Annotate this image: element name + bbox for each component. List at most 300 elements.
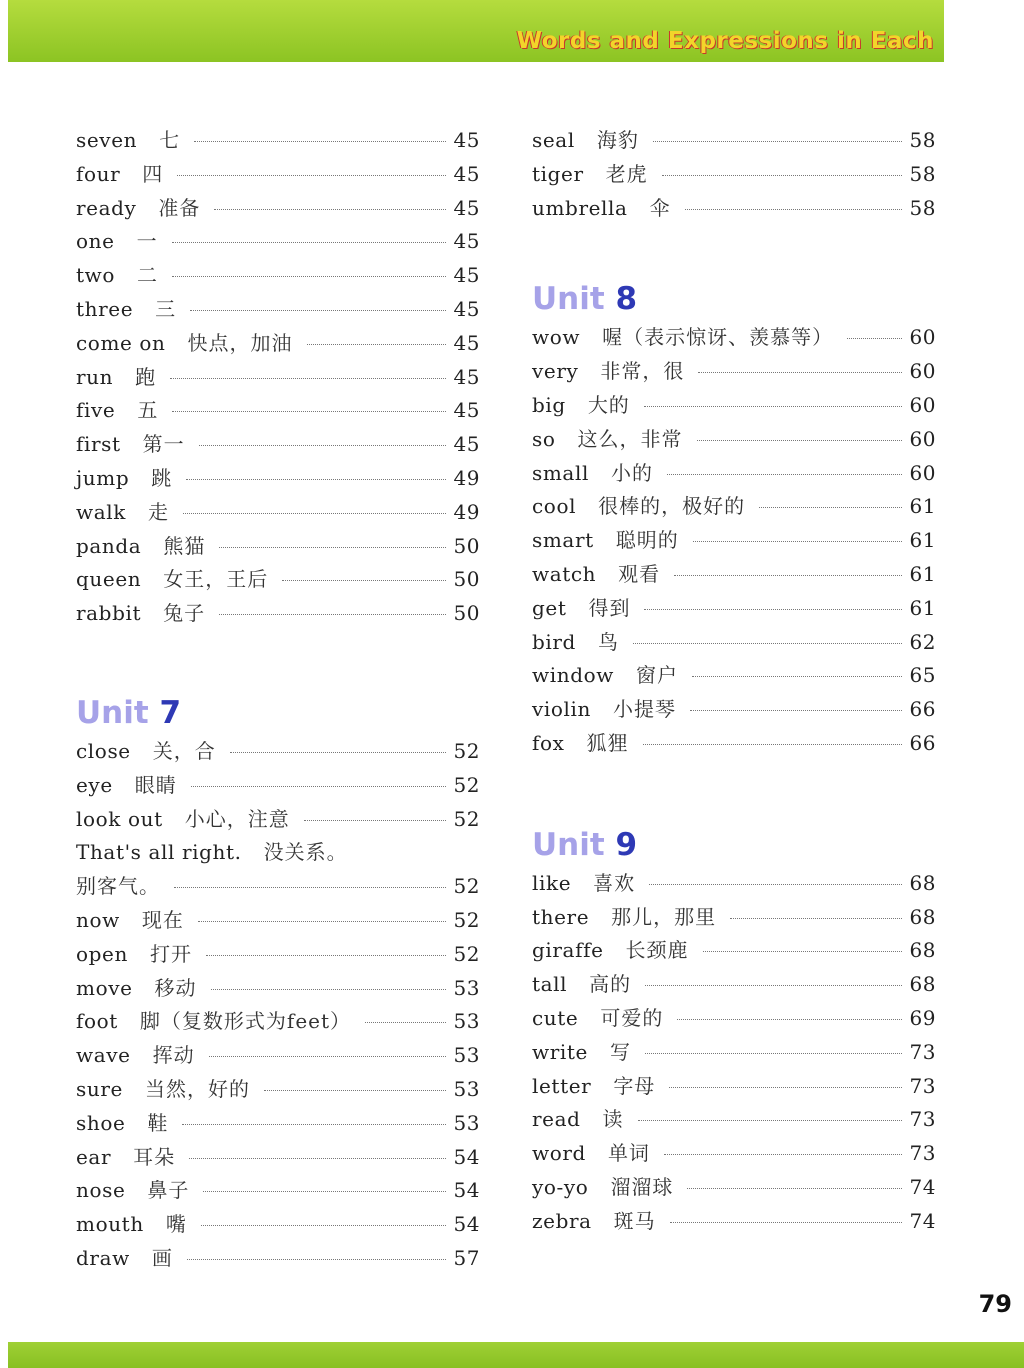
entry-page: 68 [909, 904, 936, 929]
vocab-entry [532, 1171, 936, 1205]
entry-meaning: 海豹 [596, 128, 639, 152]
entry-page: 61 [909, 494, 936, 519]
entry-word: bird [532, 629, 576, 654]
entry-word: ready [76, 195, 137, 220]
dot-leader [633, 643, 902, 644]
dot-leader [198, 921, 446, 922]
dot-leader [653, 141, 902, 142]
entry-meaning: 聪明的 [615, 528, 679, 553]
vocab-entry [532, 1137, 936, 1171]
entry-page: 49 [453, 499, 480, 524]
entry-page: 52 [453, 738, 480, 763]
entry-meaning: 快点，加油 [187, 330, 293, 355]
vocab-entry [76, 1005, 480, 1039]
entry-page: 52 [453, 941, 480, 966]
entry-word: sure [76, 1076, 123, 1101]
unit-number: 8 [615, 281, 638, 318]
entry-meaning: 当然，好的 [144, 1076, 250, 1101]
dot-leader [759, 507, 902, 508]
dot-leader [186, 479, 446, 480]
vocab-entry [76, 1242, 480, 1276]
entry-word: queen [76, 567, 142, 592]
entry-word: one [76, 229, 115, 254]
dot-leader [645, 985, 902, 986]
entry-word: close [76, 738, 131, 763]
entry-meaning: 耳朵 [133, 1144, 176, 1169]
entry-meaning: 准备 [158, 195, 201, 220]
dot-leader [230, 752, 446, 753]
dot-leader [692, 676, 902, 677]
entry-word: first [76, 432, 121, 457]
dot-leader [730, 918, 902, 919]
vocab-entry [532, 659, 936, 693]
dot-leader [365, 1022, 446, 1023]
entry-meaning: 七 [159, 128, 181, 152]
entry-meaning: 这么，非常 [577, 426, 683, 451]
vocab-entry [532, 867, 936, 901]
vocab-entry [532, 1070, 936, 1104]
entry-page: 53 [453, 1076, 480, 1101]
entry-page: 74 [909, 1174, 936, 1199]
dot-leader [644, 406, 902, 407]
vocab-entry [532, 934, 936, 968]
dot-leader [643, 744, 902, 745]
entry-page: 60 [909, 359, 936, 384]
entry-page: 68 [909, 870, 936, 895]
dot-leader [645, 1053, 902, 1054]
entry-meaning: 移动 [154, 975, 197, 1000]
entry-page: 73 [909, 1073, 936, 1098]
dot-leader [304, 820, 446, 821]
entry-word: foot [76, 1009, 118, 1034]
dot-leader [203, 1191, 446, 1192]
entry-page: 52 [453, 907, 480, 932]
entry-word: wave [76, 1043, 131, 1068]
entry-page: 54 [453, 1144, 480, 1169]
dot-leader [847, 338, 902, 339]
dot-leader [638, 1120, 902, 1121]
dot-leader [177, 175, 446, 176]
entry-meaning: 脚（复数形式为feet） [139, 1009, 352, 1034]
entry-page: 54 [453, 1212, 480, 1237]
vocab-entry [76, 904, 480, 938]
entry-page: 58 [909, 161, 936, 186]
dot-leader [649, 884, 902, 885]
vocab-entry [532, 355, 936, 389]
entry-meaning: 老虎 [605, 161, 648, 186]
entry-meaning: 读 [602, 1107, 624, 1132]
dot-leader [199, 445, 446, 446]
entry-word: violin [532, 697, 592, 722]
entry-meaning: 字母 [613, 1073, 656, 1098]
vocab-entry [76, 597, 480, 631]
vocab-entry [76, 836, 480, 870]
vocab-entry [532, 1103, 936, 1137]
vocab-entry [532, 158, 936, 192]
entry-meaning: 斑马 [613, 1208, 656, 1233]
right-column [532, 124, 936, 1239]
entry-meaning: 小心，注意 [184, 806, 290, 831]
vocab-entry [532, 457, 936, 491]
vocab-entry [76, 735, 480, 769]
vocab-entry [532, 524, 936, 558]
entry-meaning: 四 [142, 161, 164, 186]
entry-meaning: 鞋 [147, 1110, 169, 1135]
entry-page: 45 [453, 263, 480, 288]
dot-leader [669, 1087, 902, 1088]
vocab-entry [76, 1039, 480, 1073]
entry-word: open [76, 941, 128, 966]
entry-page: 60 [909, 392, 936, 417]
entry-page: 62 [909, 629, 936, 654]
vocab-entry [76, 938, 480, 972]
vocab-entry [532, 1205, 936, 1239]
entry-word: write [532, 1039, 588, 1064]
entry-word: read [532, 1107, 581, 1132]
entry-meaning: 关，合 [152, 738, 216, 763]
entry-meaning: 窗户 [635, 663, 678, 688]
entry-meaning: 喜欢 [593, 870, 636, 895]
entry-page: 45 [453, 229, 480, 254]
dot-leader [206, 955, 446, 956]
entry-meaning: 溜溜球 [610, 1174, 674, 1199]
entry-page: 45 [453, 432, 480, 457]
entry-word: giraffe [532, 938, 604, 963]
entry-meaning: 单词 [607, 1141, 650, 1166]
entry-page: 45 [453, 398, 480, 423]
dot-leader [690, 710, 902, 711]
unit-label: Unit [76, 694, 149, 731]
vocab-entry [532, 727, 936, 761]
vocab-entry [532, 321, 936, 355]
vocab-entry [76, 428, 480, 462]
vocab-entry [76, 972, 480, 1006]
dot-leader [664, 1154, 902, 1155]
entry-word: like [532, 870, 572, 895]
vocab-entry [76, 259, 480, 293]
entry-page: 61 [909, 561, 936, 586]
unit-number: 9 [615, 826, 638, 863]
entry-meaning: 非常，很 [600, 359, 685, 384]
entry-page: 45 [453, 195, 480, 220]
dot-leader [697, 440, 902, 441]
entry-page: 61 [909, 528, 936, 553]
entry-word: window [532, 663, 614, 688]
entry-page: 73 [909, 1107, 936, 1132]
entry-word: move [76, 975, 133, 1000]
entry-word: umbrella [532, 195, 628, 220]
vocab-entry [532, 901, 936, 935]
vocab-entry [76, 158, 480, 192]
dot-leader [670, 1222, 902, 1223]
vocab-entry [532, 693, 936, 727]
entry-page: 45 [453, 161, 480, 186]
section-gap [76, 631, 480, 691]
entry-word: letter [532, 1073, 592, 1098]
vocab-entry [76, 1208, 480, 1242]
entry-page: 69 [909, 1005, 936, 1030]
entry-page: 68 [909, 938, 936, 963]
entry-page: 45 [453, 296, 480, 321]
entry-meaning: 跑 [135, 364, 157, 389]
vocab-entry [76, 293, 480, 327]
entry-page: 50 [453, 601, 480, 626]
entry-page: 45 [453, 364, 480, 389]
vocab-entry [76, 769, 480, 803]
entry-word: smart [532, 528, 594, 553]
unit-heading [532, 277, 936, 321]
entry-word: very [532, 359, 579, 384]
dot-leader [219, 614, 446, 615]
entry-meaning: 走 [147, 499, 169, 524]
entry-word: tall [532, 972, 568, 997]
vocab-entry [76, 870, 480, 904]
entry-word: watch [532, 561, 597, 586]
entry-page: 45 [453, 330, 480, 355]
entry-meaning: 写 [609, 1039, 631, 1064]
entry-page: 68 [909, 972, 936, 997]
dot-leader [703, 951, 902, 952]
dot-leader [698, 372, 902, 373]
entry-word: seal [532, 128, 575, 152]
dot-leader [693, 541, 902, 542]
vocab-entry [532, 626, 936, 660]
entry-page: 52 [453, 874, 480, 899]
entry-word: three [76, 296, 134, 321]
vocab-entry [76, 803, 480, 837]
entry-page: 49 [453, 465, 480, 490]
entry-meaning: 观看 [618, 561, 661, 586]
vocab-entry [532, 389, 936, 423]
vocab-entry [76, 1141, 480, 1175]
vocab-entry [76, 225, 480, 259]
dot-leader [677, 1019, 902, 1020]
unit-heading [532, 823, 936, 867]
entry-meaning: 鼻子 [147, 1178, 190, 1203]
entry-word: small [532, 460, 589, 485]
entry-word: now [76, 907, 120, 932]
dot-leader [172, 411, 446, 412]
entry-meaning: 大的 [587, 392, 630, 417]
entry-page: 53 [453, 1009, 480, 1034]
dot-leader [307, 344, 446, 345]
entry-meaning: 别客气。 [76, 874, 160, 899]
entry-word: two [76, 263, 115, 288]
entry-meaning: 喔（表示惊讶、羡慕等） [602, 325, 834, 350]
entry-meaning: 五 [137, 398, 159, 423]
entry-page: 45 [453, 128, 480, 152]
entry-meaning: 眼睛 [134, 772, 177, 797]
entry-meaning: 长颈鹿 [625, 938, 689, 963]
entry-word: zebra [532, 1208, 592, 1233]
entry-page: 53 [453, 1110, 480, 1135]
section-gap [532, 761, 936, 823]
dot-leader [214, 209, 446, 210]
entry-meaning: 没关系。 [263, 840, 348, 865]
entry-word: eye [76, 772, 113, 797]
unit-label: Unit [532, 826, 605, 863]
vocab-entry [76, 1174, 480, 1208]
entry-meaning: 兔子 [163, 601, 206, 626]
footer-band [8, 1342, 1024, 1368]
entry-meaning: 狐狸 [586, 730, 629, 755]
entry-meaning: 挥动 [152, 1043, 195, 1068]
entry-page: 66 [909, 730, 936, 755]
entry-word: get [532, 595, 567, 620]
entry-meaning: 伞 [649, 195, 671, 220]
vocab-entry [76, 496, 480, 530]
dot-leader [264, 1090, 446, 1091]
entry-meaning: 一 [136, 229, 158, 254]
dot-leader [674, 575, 902, 576]
entry-word: yo-yo [532, 1174, 589, 1199]
dot-leader [687, 1188, 902, 1189]
dot-leader [183, 513, 446, 514]
vocab-entry [76, 124, 480, 158]
entry-page: 50 [453, 533, 480, 558]
dot-leader [187, 1259, 446, 1260]
entry-meaning: 那儿，那里 [611, 904, 717, 929]
entry-page: 58 [909, 195, 936, 220]
entry-page: 57 [453, 1245, 480, 1270]
dot-leader [211, 989, 446, 990]
vocab-entry [532, 423, 936, 457]
entry-meaning: 可爱的 [600, 1005, 664, 1030]
vocab-entry [76, 530, 480, 564]
entry-word: shoe [76, 1110, 126, 1135]
vocab-entry [76, 462, 480, 496]
left-column [76, 124, 480, 1276]
vocab-entry [532, 592, 936, 626]
entry-word: wow [532, 325, 581, 350]
vocab-entry [76, 1073, 480, 1107]
entry-page: 54 [453, 1178, 480, 1203]
entry-word: jump [76, 465, 130, 490]
vocab-entry [532, 1036, 936, 1070]
entry-word: come on [76, 330, 166, 355]
vocab-entry [532, 490, 936, 524]
vocab-entry [76, 327, 480, 361]
entry-page: 58 [909, 128, 936, 152]
entry-word: cute [532, 1005, 579, 1030]
vocab-entry [76, 394, 480, 428]
entry-meaning: 得到 [588, 595, 631, 620]
dot-leader [174, 887, 446, 888]
unit-number: 7 [159, 694, 182, 731]
vocab-entry [532, 192, 936, 226]
dot-leader [182, 1124, 446, 1125]
entry-word: draw [76, 1245, 130, 1270]
dot-leader [667, 474, 902, 475]
entry-meaning: 小的 [610, 460, 653, 485]
entry-word: panda [76, 533, 142, 558]
entry-meaning: 打开 [149, 941, 192, 966]
dot-leader [172, 242, 446, 243]
entry-meaning: 高的 [589, 972, 632, 997]
dot-leader [644, 609, 902, 610]
entry-page: 61 [909, 595, 936, 620]
entry-word: so [532, 426, 556, 451]
header-title: Words and Expressions in Each [516, 28, 934, 54]
vocab-entry [532, 124, 936, 158]
entry-page: 50 [453, 567, 480, 592]
entry-meaning: 画 [151, 1245, 173, 1270]
vocab-entry [532, 558, 936, 592]
entry-page: 60 [909, 426, 936, 451]
entry-page: 60 [909, 460, 936, 485]
entry-word: fox [532, 730, 565, 755]
entry-page: 65 [909, 663, 936, 688]
vocab-entry [76, 361, 480, 395]
dot-leader [191, 786, 446, 787]
entry-page: 66 [909, 697, 936, 722]
entry-word: there [532, 904, 590, 929]
entry-word: nose [76, 1178, 126, 1203]
entry-page: 52 [453, 806, 480, 831]
entry-meaning: 小提琴 [613, 697, 677, 722]
entry-word: big [532, 392, 566, 417]
entry-meaning: 跳 [151, 465, 173, 490]
dot-leader [201, 1225, 446, 1226]
vocab-entry [76, 563, 480, 597]
entry-word: mouth [76, 1212, 144, 1237]
unit-label: Unit [532, 281, 605, 318]
entry-word: walk [76, 499, 126, 524]
vocab-entry [532, 968, 936, 1002]
entry-word: That's all right. [76, 840, 242, 865]
entry-page: 74 [909, 1208, 936, 1233]
entry-meaning: 二 [137, 263, 158, 288]
entry-word: ear [76, 1144, 112, 1169]
unit-heading [76, 691, 480, 735]
entry-page: 73 [909, 1141, 936, 1166]
entry-word: cool [532, 494, 577, 519]
entry-word: rabbit [76, 601, 142, 626]
vocab-entry [76, 192, 480, 226]
dot-leader [662, 175, 902, 176]
entry-word: look out [76, 806, 163, 831]
entry-meaning: 女王，王后 [163, 567, 269, 592]
header-band [8, 0, 944, 62]
dot-leader [170, 378, 446, 379]
entry-word: run [76, 364, 114, 389]
vocab-entry [76, 1107, 480, 1141]
entry-page: 60 [909, 325, 936, 350]
entry-page: 53 [453, 975, 480, 1000]
entry-meaning: 现在 [141, 907, 184, 932]
entry-page: 73 [909, 1039, 936, 1064]
entry-word: four [76, 161, 121, 186]
dot-leader [172, 276, 446, 277]
dot-leader [282, 580, 446, 581]
entry-word: tiger [532, 161, 584, 186]
entry-meaning: 第一 [142, 432, 185, 457]
dot-leader [190, 310, 446, 311]
entry-meaning: 三 [155, 296, 177, 321]
dot-leader [189, 1158, 446, 1159]
entry-meaning: 鸟 [597, 629, 619, 654]
entry-meaning: 嘴 [165, 1212, 187, 1237]
dot-leader [194, 141, 446, 142]
page-number: 79 [978, 1290, 1012, 1318]
entry-page: 52 [453, 772, 480, 797]
dot-leader [209, 1056, 446, 1057]
section-gap [532, 225, 936, 277]
vocab-entry [532, 1002, 936, 1036]
entry-word: word [532, 1141, 586, 1166]
entry-page: 53 [453, 1043, 480, 1068]
entry-word: seven [76, 128, 138, 152]
